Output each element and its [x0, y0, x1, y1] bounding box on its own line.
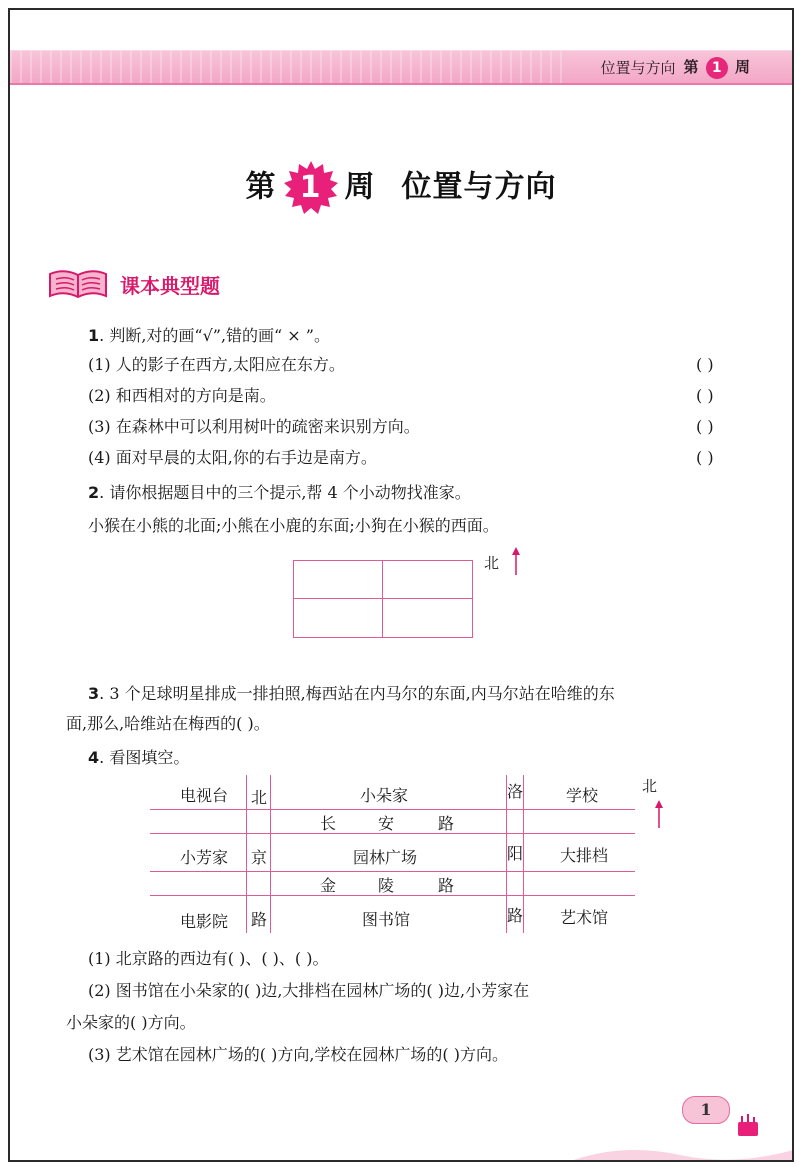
luoyang-road-char-3: 路	[507, 906, 524, 925]
header-stripes	[10, 51, 570, 83]
title-topic: 位置与方向	[401, 169, 557, 205]
jinling-road-char-2: 陵	[378, 876, 395, 895]
q2-hint: 小猴在小熊的北面;小熊在小鹿的东面;小狗在小猴的西面。	[88, 516, 499, 535]
jinling-road-char-1: 金	[320, 876, 337, 895]
q1-item-1: (1) 人的影子在西方,太阳应在东方。	[88, 355, 345, 374]
q2-stem: 2. 请你根据题目中的三个提示,帮 4 个小动物找准家。	[88, 483, 471, 502]
q3-line-2: 面,那么,哈维站在梅西的( )。	[66, 714, 270, 733]
header-week: 第 1 周	[684, 56, 751, 79]
header-topic: 位置与方向	[600, 59, 676, 77]
luoyang-road-char-2: 阳	[507, 844, 524, 863]
header-band	[10, 50, 792, 85]
open-book-icon	[46, 266, 110, 302]
q1-answer-1[interactable]: ( )	[696, 355, 714, 374]
answer-grid[interactable]	[293, 560, 473, 638]
map-label-xiaoduo-home: 小朵家	[360, 786, 409, 805]
map-label-cinema: 电影院	[180, 912, 229, 931]
q4-item-3: (3) 艺术馆在园林广场的( )方向,学校在园林广场的( )方向。	[88, 1045, 508, 1064]
luoyang-road-char-1: 洛	[507, 782, 524, 801]
page-number: 1	[682, 1096, 730, 1124]
q1-item-2: (2) 和西相对的方向是南。	[88, 386, 276, 405]
decorative-wave	[550, 1130, 794, 1162]
page-title: 第 1 周 位置与方向	[10, 160, 792, 216]
q1-stem: 1. 判断,对的画“√”,错的画“ × ”。	[88, 326, 330, 345]
q1-answer-4[interactable]: ( )	[696, 448, 714, 467]
q2-north-label: 北	[484, 554, 500, 572]
q1-item-3: (3) 在森林中可以利用树叶的疏密来识别方向。	[88, 417, 420, 436]
beijing-road-char-3: 路	[251, 910, 268, 929]
q4-stem: 4. 看图填空。	[88, 748, 190, 767]
running-header	[600, 56, 750, 79]
q4-item-2: (2) 图书馆在小朵家的( )边,大排档在园林广场的( )边,小芳家在	[88, 981, 530, 1000]
map-label-art-museum: 艺术馆	[560, 908, 609, 927]
q1-answer-3[interactable]: ( )	[696, 417, 714, 436]
north-arrow-icon	[510, 546, 522, 576]
q1-item-4: (4) 面对早晨的太阳,你的右手边是南方。	[88, 448, 377, 467]
header-week-badge: 1	[706, 57, 728, 79]
beijing-road-char-1: 北	[251, 788, 268, 807]
map-label-food-stall: 大排档	[560, 846, 609, 865]
q4-item-2-cont: 小朵家的( )方向。	[66, 1013, 196, 1032]
map-label-xiaofang-home: 小芳家	[180, 848, 229, 867]
map-north-arrow-icon	[653, 799, 665, 829]
workbook-page	[8, 8, 794, 1162]
beijing-road-char-2: 京	[251, 848, 268, 867]
street-map	[150, 775, 658, 940]
changan-road-char-2: 安	[378, 814, 395, 833]
section-label: 课本典型题	[120, 273, 220, 298]
map-label-garden-square: 园林广场	[353, 848, 418, 867]
changan-road-char-3: 路	[438, 814, 455, 833]
q4-item-1: (1) 北京路的西边有( )、( )、( )。	[88, 949, 329, 968]
q1-answer-2[interactable]: ( )	[696, 386, 714, 405]
map-north-label: 北	[642, 777, 658, 795]
map-label-school: 学校	[566, 786, 599, 805]
map-label-tv-station: 电视台	[180, 786, 229, 805]
map-label-library: 图书馆	[362, 910, 411, 929]
q3-line-1: 3. 3 个足球明星排成一排拍照,梅西站在内马尔的东面,内马尔站在哈维的东	[88, 684, 615, 703]
jinling-road-char-3: 路	[438, 876, 455, 895]
starburst-badge: 1	[283, 160, 339, 216]
section-heading	[46, 266, 220, 302]
changan-road-char-1: 长	[320, 814, 337, 833]
